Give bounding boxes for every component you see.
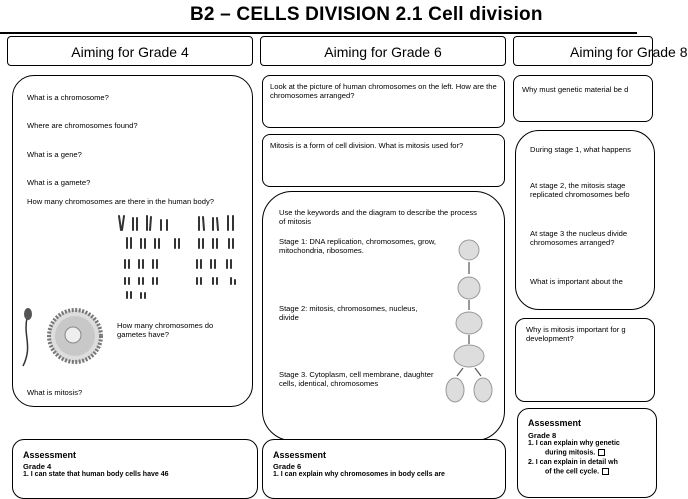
assessment-item-g8-1a: 1. I can explain why genetic [528, 440, 620, 447]
assessment-title-g4: Assessment [23, 450, 77, 460]
g4-question-7: What is mitosis? [27, 388, 83, 397]
g6-stage-2: Stage 2: mitosis, chromosomes, nucleus, divide [279, 304, 418, 322]
mitosis-diagram [441, 238, 497, 410]
assessment-item-g8-2b: of the cell cycle. [545, 468, 600, 476]
g4-question-5: How many chromosomes are there in the human body? [27, 197, 214, 206]
g8-question-2c: At stage 3 the nucleus divide chromosomes arranged? [530, 229, 628, 247]
g8-question-2a: During stage 1, what happens [530, 145, 631, 154]
header-grade-6 [260, 36, 506, 66]
assessment-grade8-box [517, 408, 657, 498]
g8-question-2d: What is important about the [530, 277, 623, 286]
assessment-grade-g6: Grade 6 [273, 462, 302, 471]
assessment-item-g8-2a: 2. I can explain in detail wh [528, 459, 618, 466]
assessment-title-g8: Assessment [528, 418, 582, 428]
header-grade-8 [513, 36, 688, 66]
g8-question-box-3 [515, 318, 655, 402]
header-grade-4-label: Aiming for Grade 4 [71, 44, 189, 60]
assessment-grade6-box [262, 439, 506, 499]
assessment-title-g6: Assessment [273, 450, 327, 460]
g4-question-1: What is a chromosome? [27, 93, 109, 102]
page-title-bar [0, 0, 637, 34]
g8-stages-box [515, 130, 655, 310]
header-grade-6-label: Aiming for Grade 6 [324, 44, 442, 60]
assessment-item-g6-1: 1. I can explain why chromosomes in body cells are [273, 471, 445, 478]
assessment-grade-g8: Grade 8 [528, 431, 557, 440]
assessment-item-g4-1: 1. I can state that human body cells have 46 [23, 471, 169, 478]
g6-question-2: Mitosis is a form of cell division. What is mitosis used for? [270, 141, 464, 150]
checkbox-icon[interactable] [598, 449, 605, 456]
g6-question-1: Look at the picture of human chromosomes on the left. How are the chromosomes arranged? [270, 82, 497, 100]
grade4-questions-box [12, 75, 253, 407]
assessment-grade4-box [12, 439, 258, 499]
g6-mitosis-box [262, 191, 505, 441]
g8-question-2b: At stage 2, the mitosis stage replicated chromosomes befo [530, 181, 630, 199]
assessment-item-g8-2b-row [545, 468, 609, 477]
assessment-grade-g4: Grade 4 [23, 462, 52, 471]
assessment-item-g8-1b-row [545, 449, 605, 458]
g6-mitosis-intro: Use the keywords and the diagram to describe the process of mitosis [279, 208, 477, 226]
header-grade-4 [7, 36, 253, 66]
g4-question-2: Where are chromosomes found? [27, 121, 138, 130]
g4-question-3: What is a gene? [27, 150, 82, 159]
g6-question-box-2 [262, 134, 505, 187]
g8-question-box-1 [513, 75, 653, 122]
g4-question-4: What is a gamete? [27, 178, 91, 187]
g4-question-6: How many chromosomes do gametes have? [117, 321, 214, 339]
g8-question-1: Why must genetic material be d [522, 85, 629, 94]
g8-question-3: Why is mitosis important for g development? [526, 325, 626, 343]
header-grade-8-label: Aiming for Grade 8 [570, 44, 688, 60]
g6-stage-3: Stage 3. Cytoplasm, cell membrane, daughter cells, identical, chromosomes [279, 370, 434, 388]
assessment-item-g8-1b: during mitosis. [545, 449, 596, 457]
checkbox-icon[interactable] [602, 468, 609, 475]
sperm-egg-image [15, 306, 115, 378]
g6-stage-1: Stage 1: DNA replication, chromosomes, grow, mitochondria, ribosomes. [279, 237, 437, 255]
page-title: B2 – CELLS DIVISION 2.1 Cell division [190, 4, 543, 25]
g6-question-box-1 [262, 75, 505, 128]
karyotype-image [113, 212, 243, 300]
